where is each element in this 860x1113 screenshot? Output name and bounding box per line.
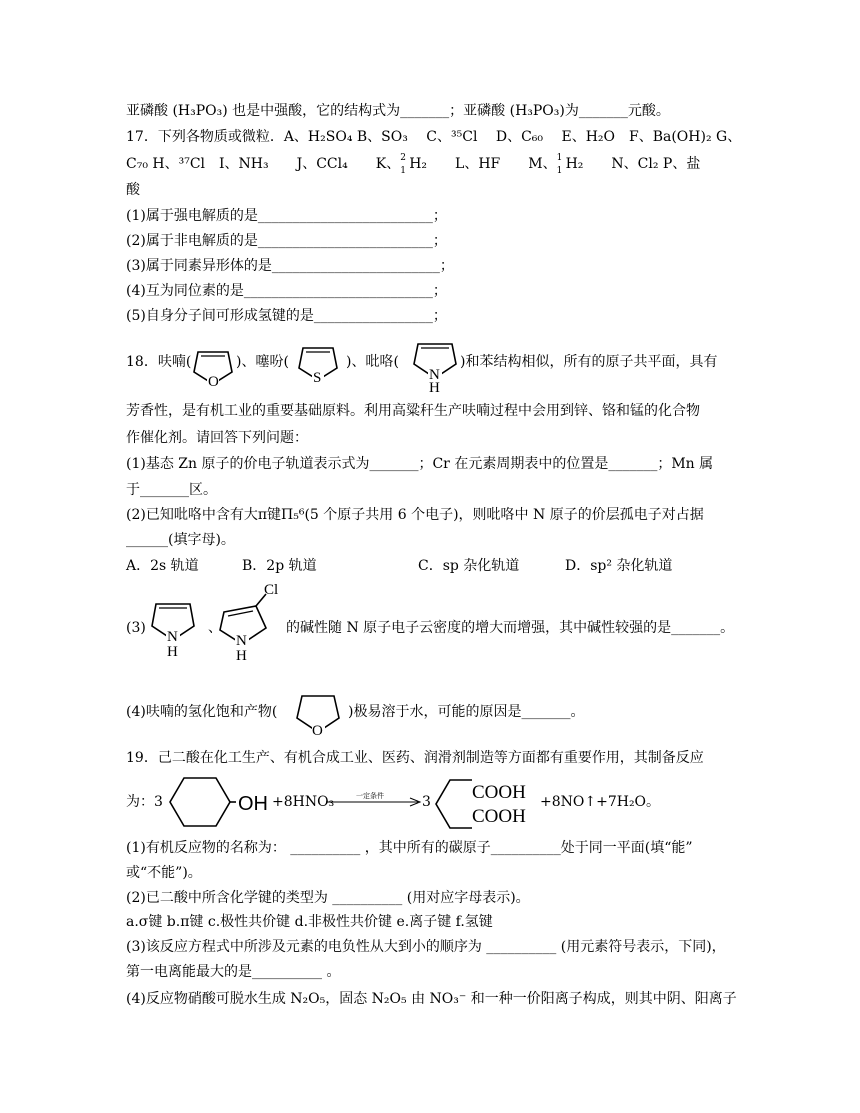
q19-p2: (2)已二酸中所含化学键的类型为 __________ (用对应字母表示)。 <box>126 890 530 906</box>
isotope-k <box>400 154 427 174</box>
atomic-number: 1 <box>400 166 406 176</box>
q18-intro-a: 18．呋喃( <box>126 354 192 370</box>
q18-intro-d: )和苯结构相似，所有的原子共平面，具有 <box>460 354 718 370</box>
q19-p3-a: (3)该反应方程式中所涉及元素的电负性从大到小的顺序为 __________ (用元素符号表示，下同)， <box>126 939 726 955</box>
atom-o: O <box>208 374 219 390</box>
q17-text-b: L、HF M、 <box>427 156 557 172</box>
thiophene-structure <box>295 336 341 388</box>
text-line: 亚磷酸 (H₃PO₃) 也是中强酸，它的结构式为_______；亚磷酸 (H₃PO₃)为_______元酸。 <box>126 103 670 119</box>
pyrrole-structure <box>412 330 458 396</box>
thf-structure <box>294 682 344 742</box>
mass-number: 1 <box>556 153 563 163</box>
atom-n: N <box>167 629 178 645</box>
q19-eq-prefix: 为：3 <box>126 794 163 810</box>
isotope-formula: H₂ <box>565 156 584 172</box>
atom-h: H <box>429 380 440 396</box>
q18-p3-label: (3) <box>126 620 146 636</box>
isotope-m <box>557 154 584 174</box>
q17-text-c: N、Cl₂ P、盐 <box>583 156 701 172</box>
q18-line-2: 芳香性，是有机工业的重要基础原料。利用高粱秆生产呋喃过程中会用到锌、铬和锰的化合物 <box>126 403 700 419</box>
q18-option-a: A．2s 轨道 <box>126 558 199 574</box>
atom-o: O <box>312 723 323 739</box>
q19-p1-b: 或“不能”)。 <box>126 865 202 881</box>
q17-line-1: 17．下列各物质或微粒．A、H₂SO₄ B、SO₃ C、³⁵Cl D、C₆₀ E、H₂O F、Ba(OH)₂ G、 <box>126 129 742 145</box>
isotope-formula: H₂ <box>409 156 428 172</box>
q19-p1-a: (1)有机反应物的名称为： __________ ，其中所有的碳原子__________处于同一平面(填“能” <box>126 840 693 856</box>
q17-item-5: (5)自身分子间可形成氢键的是_________________； <box>126 308 447 324</box>
q19-eq-suffix: +8NO↑+7H₂O。 <box>540 794 661 810</box>
atom-n: N <box>429 367 440 383</box>
q18-p2-b: ______(填字母)。 <box>126 532 235 548</box>
adipic-acid-structure <box>430 776 545 832</box>
reaction-arrow <box>324 790 424 814</box>
q17-line-2 <box>126 154 700 174</box>
q17-item-3: (3)属于同素异形体的是________________________； <box>126 258 454 274</box>
q19-eq-coef: 3 <box>422 794 431 810</box>
cyclohexanol-structure <box>164 775 284 830</box>
q18-option-c: C．sp 杂化轨道 <box>418 558 520 574</box>
q18-p3-text: 的碱性随 N 原子电子云密度的增大而增强，其中碱性较强的是_______。 <box>286 620 735 636</box>
q18-p4-b: )极易溶于水，可能的原因是_______。 <box>348 704 585 720</box>
pyrrole-structure <box>150 590 196 662</box>
q18-p1-b: 于_______区。 <box>126 482 217 498</box>
mass-number: 2 <box>400 153 406 163</box>
q17-line-3: 酸 <box>126 182 140 198</box>
furan-structure <box>190 338 236 388</box>
hydroxyl-label: OH <box>238 793 268 815</box>
q18-line-3: 作催化剂。请回答下列问题： <box>126 430 308 446</box>
q18-intro-b: )、噻吩( <box>236 354 289 370</box>
q17-text-a: C₇₀ H、³⁷Cl I、NH₃ J、CCl₄ K、 <box>126 156 401 172</box>
q18-option-d: D．sp² 杂化轨道 <box>565 558 673 574</box>
q17-item-1: (1)属于强电解质的是_________________________； <box>126 208 447 224</box>
reaction-condition: 一定条件 <box>356 792 384 800</box>
atom-h: H <box>236 648 247 664</box>
cooh-label-1: COOH <box>472 782 526 803</box>
atomic-number: 1 <box>556 166 563 176</box>
q19-intro: 19．己二酸在化工生产、有机合成工业、医药、润滑剂制造等方面都有重要作用，其制备反应 <box>126 750 704 766</box>
q18-p2-a: (2)已知吡咯中含有大π键Π₅⁶(5 个原子共用 6 个电子)，则吡咯中 N 原子的价层孤电子对占据 <box>126 507 704 523</box>
atom-s: S <box>313 370 322 386</box>
q17-item-4: (4)互为同位素的是___________________________； <box>126 283 447 299</box>
q19-p3-b: 第一电离能最大的是__________ 。 <box>126 964 341 980</box>
atom-h: H <box>167 644 178 660</box>
chloropyrrole-structure <box>218 578 290 674</box>
q19-p4-a: (4)反应物硝酸可脱水生成 N₂O₅，固态 N₂O₅ 由 NO₃⁻ 和一种一价阳离子构成，则其中阴、阳离子 <box>126 991 737 1007</box>
atom-cl: Cl <box>264 582 279 598</box>
q18-p4-a: (4)呋喃的氢化饱和产物( <box>126 704 278 720</box>
q19-eq-plus: +8HNO₃ <box>272 794 335 810</box>
q18-option-b: B．2p 轨道 <box>242 558 317 574</box>
q19-p2-options: a.σ键 b.π键 c.极性共价键 d.非极性共价键 e.离子键 f.氢键 <box>126 914 493 930</box>
q18-p1-a: (1)基态 Zn 原子的价电子轨道表示式为_______；Cr 在元素周期表中的位置是_______；Mn 属 <box>126 456 714 472</box>
q18-p3-sep: 、 <box>208 620 222 636</box>
q18-intro-c: )、吡咯( <box>346 354 399 370</box>
atom-n: N <box>236 633 247 649</box>
q17-item-2: (2)属于非电解质的是_________________________； <box>126 233 447 249</box>
cooh-label-2: COOH <box>472 806 526 827</box>
